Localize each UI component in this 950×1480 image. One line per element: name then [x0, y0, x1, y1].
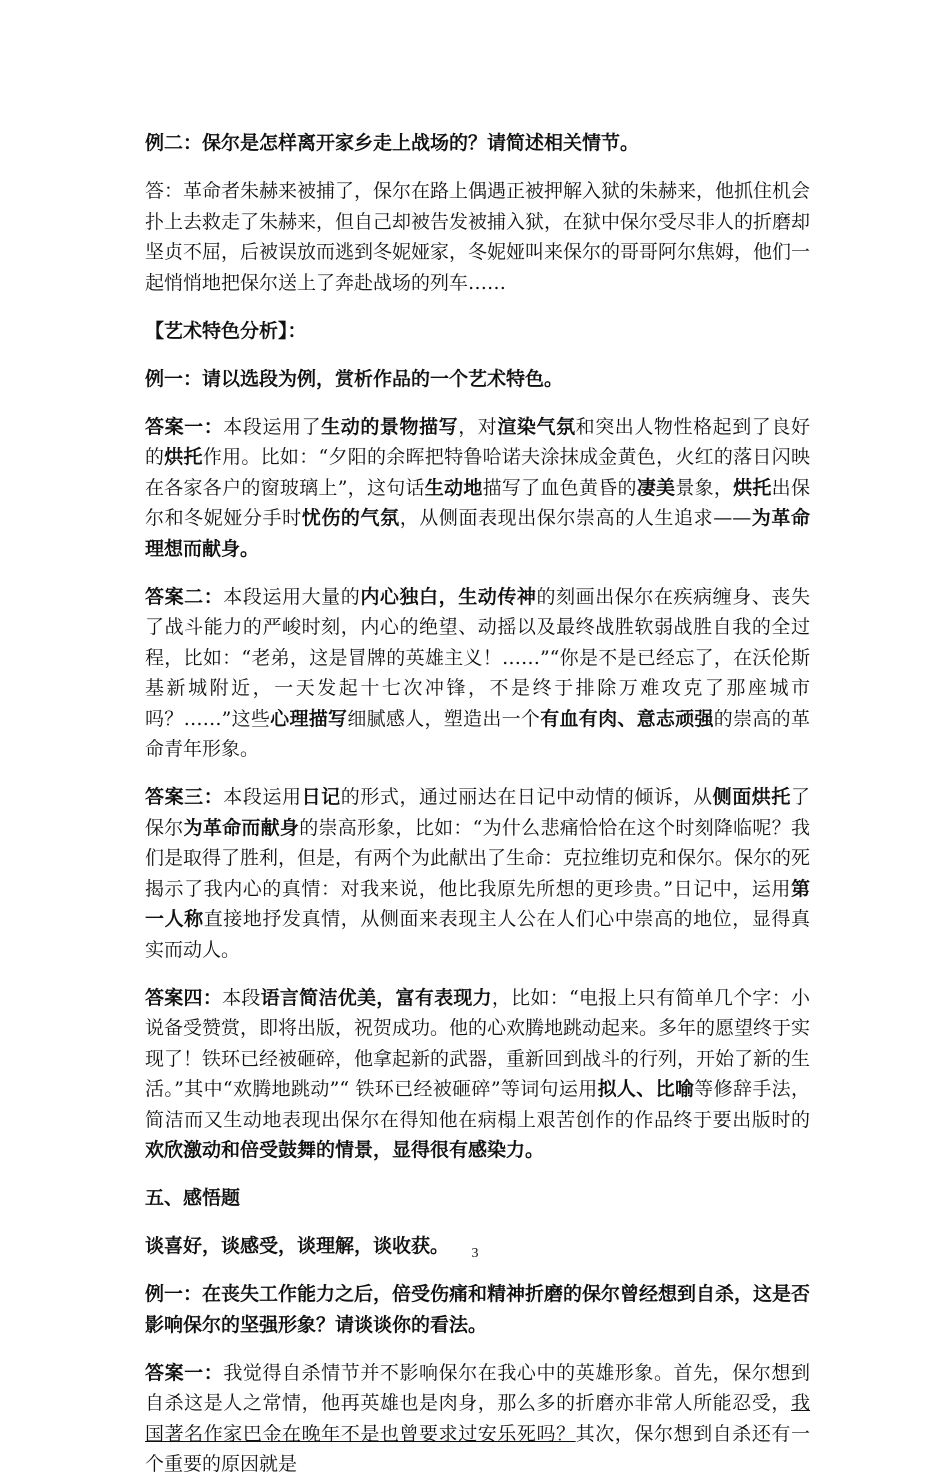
answer-text: 描写了血色黄昏的	[482, 476, 637, 499]
answer-text: 本段运用了	[223, 415, 322, 438]
answer-text: 我觉得自杀情节并不影响保尔在我心中的英雄形象。首先，保尔想到自杀这是人之常情，他再英雄也是肉身，那么多的折磨亦非常人所能忍受，	[145, 1361, 810, 1414]
example2-question: 例二：保尔是怎样离开家乡走上战场的？请简述相关情节。	[145, 132, 640, 154]
art-example1-question: 例一：请以选段为例，赏析作品的一个艺术特色。	[145, 367, 564, 390]
answer-emphasis: 内心独白，生动传神	[360, 585, 537, 608]
answer-emphasis: 日记	[301, 786, 341, 808]
answer-text: ，对	[458, 415, 498, 438]
answer-emphasis: 欢欣激动和倍受鼓舞的情景，显得很有感染力。	[145, 1139, 545, 1161]
answer-text: 细腻感人，塑造出一个	[347, 707, 541, 730]
answer-text: 作用。比如：“夕阳的余晖把特鲁哈诺夫涂抹成金黄色，火红的落日闪映在各家各户的窗玻璃上”，这句话	[145, 446, 810, 499]
answer-text: 出保尔和冬妮娅分手时	[145, 476, 810, 529]
answer-emphasis: 第一人称	[145, 877, 810, 930]
answer-emphasis: 语言简洁优美，富有表现力	[260, 986, 492, 1009]
art-features-heading: 【艺术特色分析】：	[145, 319, 307, 342]
reflection-answer-one-paragraph	[145, 1358, 810, 1480]
example2-answer: 答：革命者朱赫来被捕了，保尔在路上偶遇正被押解入狱的朱赫来，他抓住机会扑上去救走了朱赫来，但自己却被告发被捕入狱，在狱中保尔受尽非人的折磨却坚贞不屈，后被误放而逃到冬妮娅家，冬妮娅叫来保尔的哥哥阿尔焦姆，他们一起悄悄地把保尔送上了奔赴战场的列车……	[145, 180, 811, 294]
answer-emphasis: 烘托	[733, 476, 772, 499]
answer-text: 本段	[222, 986, 261, 1009]
answer-emphasis: 拟人、比喻	[597, 1078, 695, 1100]
answer-text: 等修辞手法，简洁而又生动地表现出保尔在得知他在病榻上艰苦创作的作品终于要出版时的	[145, 1078, 810, 1131]
answer-text: 的刻画出保尔在疾病缠身、丧失了战斗能力的严峻时刻，内心的绝望、动摇以及最终战胜软弱战胜自我的全过程，比如：“老弟，这是冒牌的英雄主义！……”“你是不是已经忘了，在沃伦斯基新城附近，一天发起十七次冲锋，不是终于排除万难攻克了那座城市吗？……”这些	[145, 585, 810, 730]
answer-emphasis: 渲染气氛	[497, 415, 576, 438]
answer-two-paragraph	[145, 582, 810, 765]
answer-emphasis: 侧面烘托	[712, 786, 791, 808]
answer-emphasis: 忧伤的气氛	[301, 507, 400, 529]
answer-text: 了保尔	[145, 786, 810, 839]
answer-label: 答案四：	[145, 986, 223, 1009]
answer-text: ，从侧面表现出保尔崇高的人生追求——	[399, 507, 752, 529]
answer-emphasis: 烘托	[164, 446, 203, 468]
answer-label: 答案二：	[145, 585, 224, 608]
answer-emphasis: 为革命理想而献身。	[145, 507, 810, 560]
answer-text: 直接地抒发真情，从侧面来表现主人公在人们心中崇高的地位，显得真实而动人。	[145, 908, 810, 961]
answer-emphasis: 生动的景物描写	[321, 415, 459, 438]
answer-emphasis: 心理描写	[270, 707, 348, 730]
answer-text: 景象，	[675, 476, 734, 499]
answer-four-paragraph	[145, 983, 810, 1166]
answer-text: 其次，保尔想到自杀还有一个重要的原因就是	[145, 1422, 810, 1475]
reflection-example1-question: 例一：在丧失工作能力之后，倍受伤痛和精神折磨的保尔曾经想到自杀，这是否影响保尔的坚强形象？请谈谈你的看法。	[145, 1283, 811, 1336]
answer-emphasis: 生动地	[424, 476, 483, 499]
answer-text: ，比如：“电报上只有简单几个字：小说备受赞赏，即将出版，祝贺成功。他的心欢腾地跳动起来。多年的愿望终于实现了！铁环已经被砸碎，他拿起新的武器，重新回到战斗的行列，开始了新的生活。”其中“欢腾地跳动”“ 铁环已经被砸碎”等词句运用	[145, 986, 811, 1100]
answer-emphasis: 为革命而献身	[183, 816, 300, 839]
page-number: 3	[471, 1246, 479, 1261]
answer-label: 答案一：	[145, 415, 224, 438]
answer-text: 本段运用大量的	[223, 585, 361, 608]
answer-text: 本段运用	[223, 786, 302, 808]
section-five-heading: 五、感悟题	[145, 1187, 241, 1209]
answer-three-paragraph	[145, 782, 810, 965]
answer-text: 的崇高形象，比如：“为什么悲痛恰恰在这个时刻降临呢？我们是取得了胜利，但是，有两个为此献出了生命：克拉维切克和保尔。保尔的死揭示了我内心的真情：对我来说，他比我原先所想的更珍贵。”日记中，运用	[145, 816, 811, 900]
section-five-subheading: 谈喜好，谈感受，谈理解，谈收获。	[145, 1235, 450, 1257]
answer-emphasis: 凄美	[636, 476, 676, 499]
answer-emphasis: 有血有肉、意志顽强	[540, 707, 714, 730]
answer-label: 答案三：	[145, 786, 224, 808]
answer-text: 的形式，通过丽达在日记中动情的倾诉，从	[340, 786, 713, 808]
answer-text: 和突出人物性格起到了良好的	[145, 415, 810, 468]
answer-one-paragraph	[145, 412, 810, 565]
underlined-text: 我国著名作家巴金在晚年不是也曾要求过安乐死吗？	[145, 1392, 810, 1445]
answer-label: 答案一：	[145, 1361, 224, 1384]
answer-text: 的崇高的革命青年形象。	[145, 707, 810, 760]
